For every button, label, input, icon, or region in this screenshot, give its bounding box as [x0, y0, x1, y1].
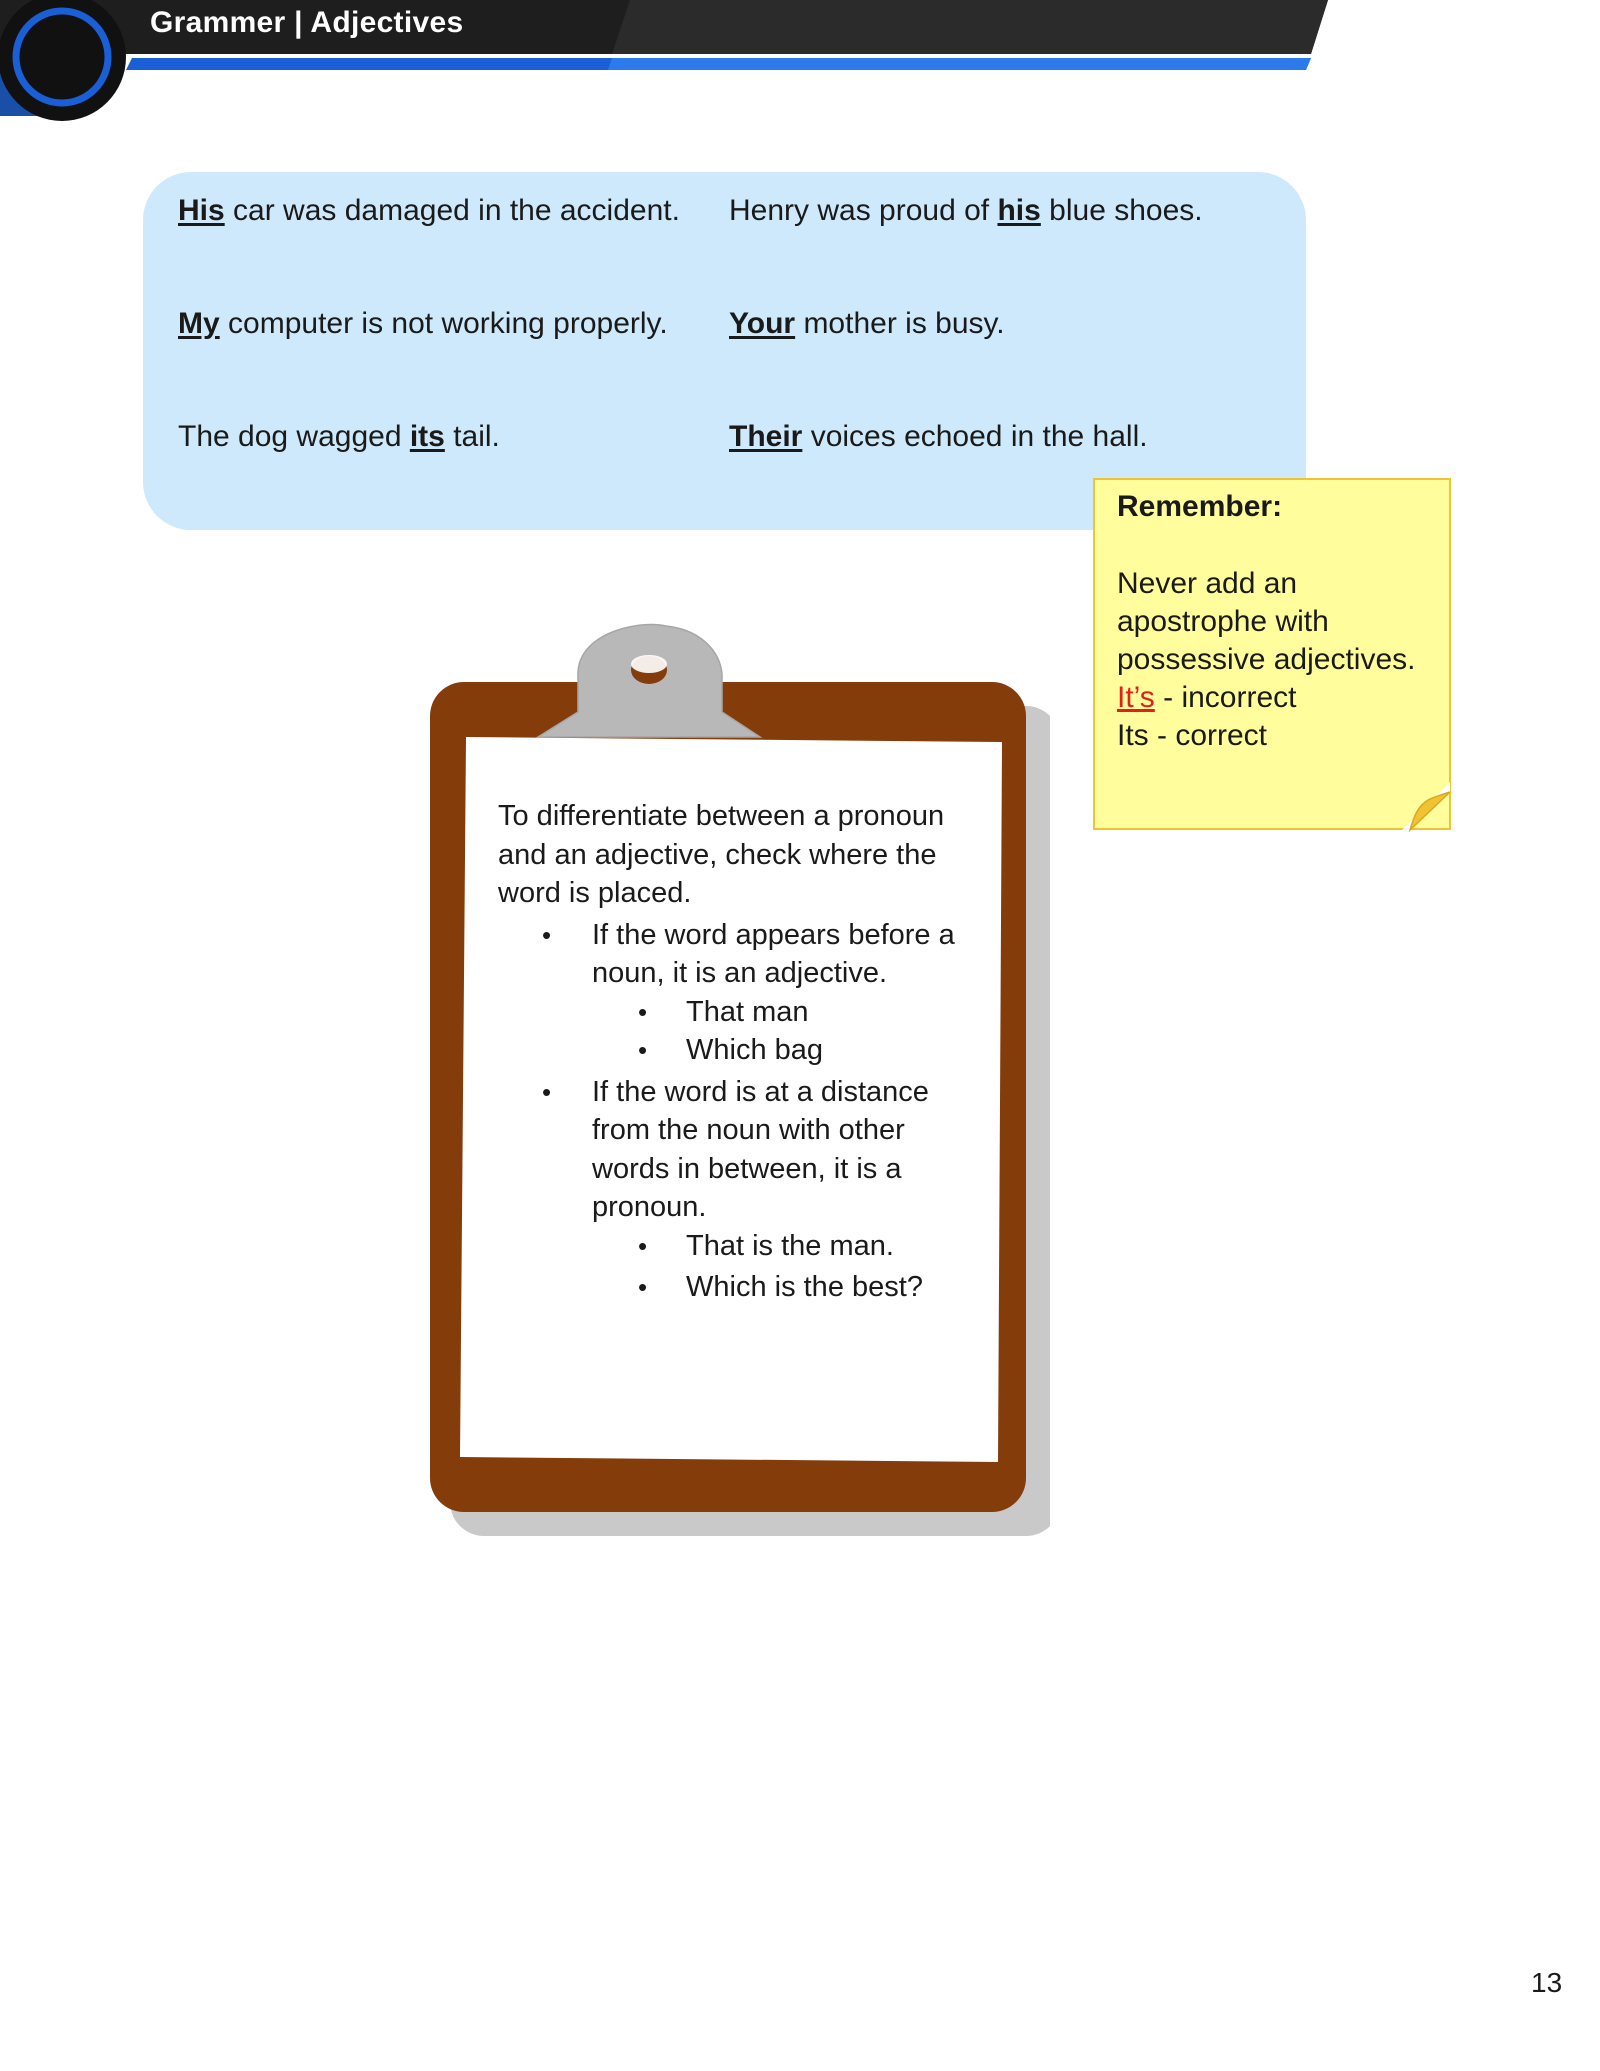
- note-correct-line: Its - correct: [1117, 719, 1268, 752]
- possessive-adjective: his: [997, 194, 1041, 227]
- list-item: • That man: [498, 993, 988, 1032]
- example-sentence: My computer is not working properly.: [178, 307, 668, 340]
- clipboard-text: [498, 797, 988, 1307]
- possessive-adjective: My: [178, 307, 220, 340]
- list-item: • Which bag: [498, 1031, 988, 1070]
- list-item: • That is the man.: [498, 1227, 988, 1266]
- note-body: [1117, 565, 1437, 755]
- rule-pronoun: • If the word is at a distance from the noun with other words in between, it is a pronoun.: [498, 1073, 988, 1227]
- possessive-adjective: His: [178, 194, 225, 227]
- page-number: 13: [1531, 1967, 1563, 1998]
- clip-hole-shade: [631, 655, 667, 673]
- example-sentence: Their voices echoed in the hall.: [729, 420, 1148, 453]
- header-bar-dark-right: [612, 0, 1328, 54]
- incorrect-word: It’s: [1117, 681, 1155, 714]
- header-accent-light: [608, 58, 1311, 70]
- example-sentence: His car was damaged in the accident.: [178, 194, 680, 227]
- page-curl-icon: [1402, 782, 1452, 832]
- note-title: Remember:: [1117, 490, 1283, 523]
- possessive-adjective: Your: [729, 307, 796, 340]
- example-sentence: The dog wagged its tail.: [178, 420, 500, 453]
- remember-note: [1093, 478, 1451, 830]
- possessive-adjective: its: [409, 420, 445, 453]
- example-sentence: Your mother is busy.: [729, 307, 1005, 340]
- note-incorrect-line: It’s - incorrect: [1117, 681, 1297, 714]
- header-logo-ring-icon: [16, 11, 108, 103]
- list-item: • Which is the best?: [498, 1268, 988, 1307]
- note-rule: Never add an apostrophe with possessive adjectives.: [1117, 567, 1416, 676]
- possessive-adjective: Their: [729, 420, 803, 453]
- rule-list: [498, 916, 988, 1307]
- page-title: Grammer | Adjectives: [150, 6, 464, 39]
- example-sentence: Henry was proud of his blue shoes.: [729, 194, 1203, 227]
- rule-adjective: • If the word appears before a noun, it is an adjective.: [498, 916, 988, 993]
- clipboard-intro: To differentiate between a pronoun and an adjective, check where the word is placed.: [498, 800, 945, 909]
